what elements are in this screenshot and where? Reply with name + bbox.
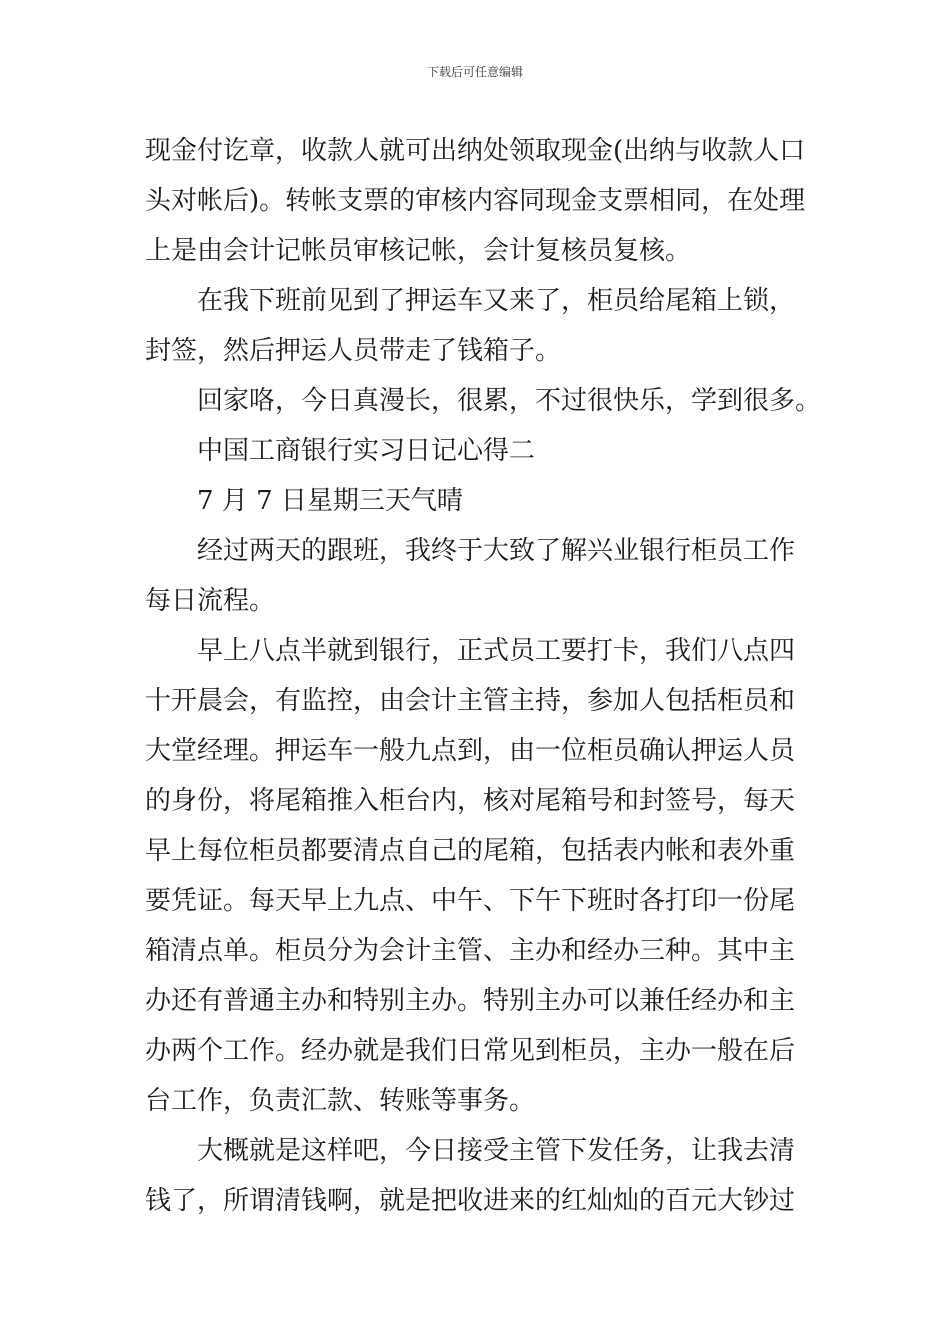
text-line: 钱了，所谓清钱啊，就是把收进来的红灿灿的百元大钞过 [145, 1186, 796, 1216]
text-line: 封签，然后押运人员带走了钱箱子。 [145, 336, 562, 366]
paragraph-first-line: 大概就是这样吧，今日接受主管下发任务，让我去清 [197, 1136, 796, 1166]
text-line: 办还有普通主办和特别主办。特别主办可以兼任经办和主 [145, 986, 796, 1016]
paragraph-first-line: 早上八点半就到银行，正式员工要打卡，我们八点四 [197, 636, 796, 666]
text-line: 箱清点单。柜员分为会计主管、主办和经办三种。其中主 [145, 936, 796, 966]
text-line: 上是由会计记帐员审核记帐，会计复核员复核。 [145, 236, 692, 266]
text-line: 每日流程。 [145, 586, 276, 616]
text-line: 的身份，将尾箱推入柜台内，核对尾箱号和封签号，每天 [145, 786, 796, 816]
text-line: 要凭证。每天早上九点、中午、下午下班时各打印一份尾 [145, 886, 796, 916]
text-line: 十开晨会，有监控，由会计主管主持，参加人包括柜员和 [145, 686, 796, 716]
paragraph-first-line: 经过两天的跟班，我终于大致了解兴业银行柜员工作 [197, 536, 796, 566]
text-line: 大堂经理。押运车一般九点到，由一位柜员确认押运人员 [145, 736, 796, 766]
paragraph-first-line: 回家咯，今日真漫长，很累，不过很快乐，学到很多。 [197, 386, 822, 416]
diary-date: 7 月 7 日星期三天气晴 [197, 486, 463, 516]
text-line: 头对帐后)。转帐支票的审核内容同现金支票相同，在处理 [145, 186, 806, 216]
text-line: 现金付讫章，收款人就可出纳处领取现金(出纳与收款人口 [145, 136, 806, 166]
text-line: 早上每位柜员都要清点自己的尾箱，包括表内帐和表外重 [145, 836, 796, 866]
page-header: 下载后可任意编辑 [426, 65, 523, 79]
text-line: 办两个工作。经办就是我们日常见到柜员，主办一般在后 [145, 1036, 796, 1066]
text-line: 台工作，负责汇款、转账等事务。 [145, 1086, 536, 1116]
document-body [145, 126, 822, 1226]
paragraph-first-line: 在我下班前见到了押运车又来了，柜员给尾箱上锁， [197, 286, 796, 316]
section-title: 中国工商银行实习日记心得二 [197, 436, 536, 466]
